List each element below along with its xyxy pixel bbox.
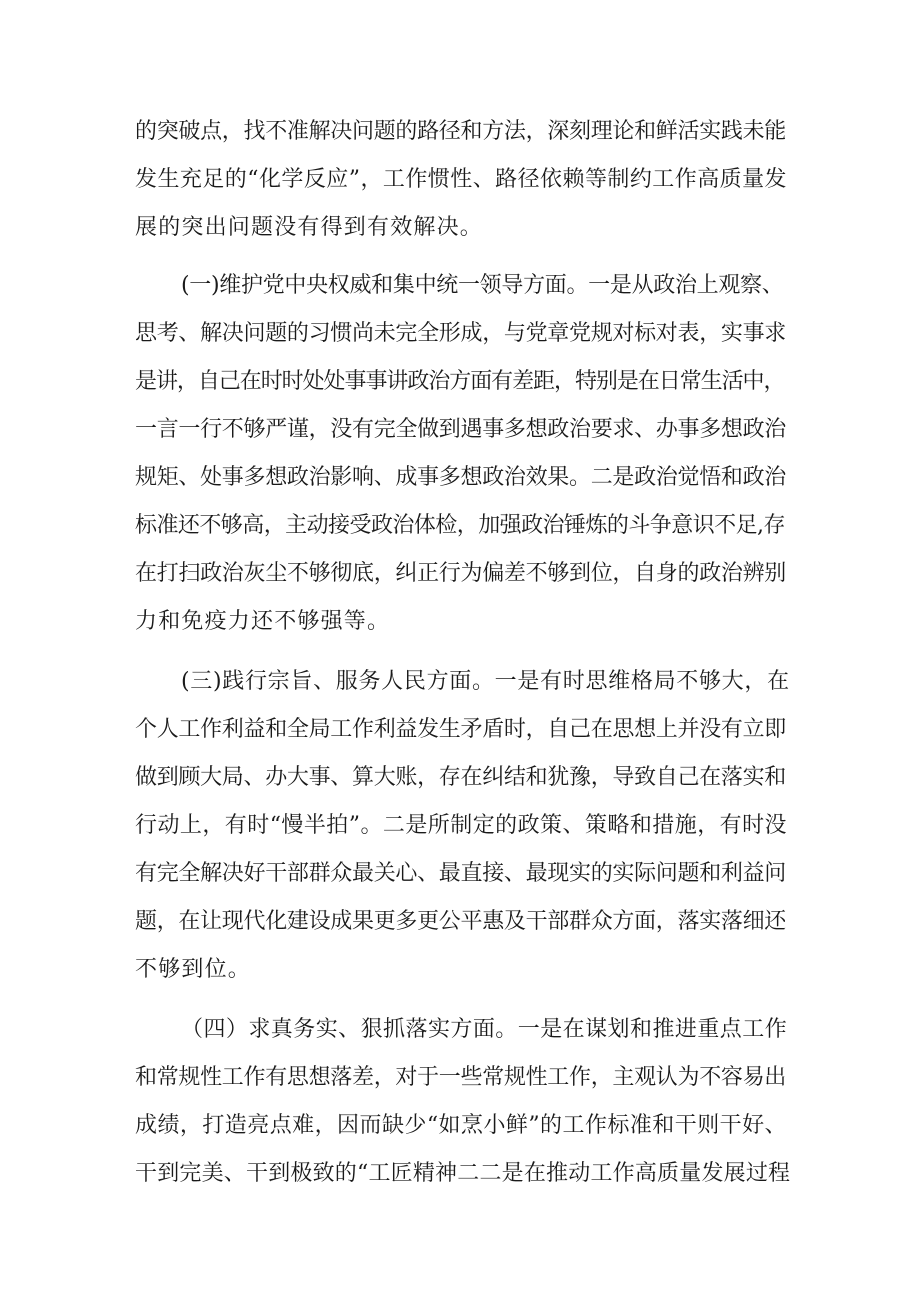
text-line: (三)践行宗旨、服务人民方面。一是有时思维格局不够大，在 [181, 669, 790, 694]
text-line: 和常规性工作有思想落差，对于一些常规性工作，主观认为不容易出 [135, 1065, 787, 1090]
text-line: 成绩，打造亮点难，因而缺少“如烹小鲜”的工作标准和干则干好、 [135, 1113, 787, 1138]
text-line: 个人工作利益和全局工作利益发生矛盾时，自己在思想上并没有立即 [135, 717, 787, 742]
text-line: 展的突出问题没有得到有效解决。 [135, 215, 484, 240]
text-line: 行动上，有时“慢半拍”。二是所制定的政策、策略和措施，有时没 [135, 813, 787, 838]
text-line: 规矩、处事多想政治影响、成事多想政治效果。二是政治觉悟和政治 [135, 465, 787, 490]
text-line: 思考、解决问题的习惯尚未完全形成，与党章党规对标对表，实事求 [135, 321, 787, 346]
text-line: 的突破点，找不准解决问题的路径和方法，深刻理论和鲜活实践未能 [135, 119, 787, 144]
text-line: 不够到位。 [135, 957, 252, 982]
text-line: 力和免疫力还不够强等。 [135, 609, 391, 634]
text-line: 是讲，自己在时时处处事事讲政治方面有差距，特别是在日常生活中， [135, 369, 785, 394]
text-line: （四）求真务实、狠抓落实方面。一是在谋划和推进重点工作 [181, 1017, 788, 1042]
text-line: 有完全解决好干部群众最关心、最直接、最现实的实际问题和利益问 [135, 861, 787, 886]
text-line: (一)维护党中央权威和集中统一领导方面。一是从政治上观察、 [181, 273, 784, 298]
text-line: 标准还不够高，主动接受政治体检，加强政治锤炼的斗争意识不足,存 [135, 513, 785, 538]
text-line: 做到顾大局、办大事、算大账，存在纠结和犹豫，导致自己在落实和 [135, 765, 787, 790]
text-line: 题，在让现代化建设成果更多更公平惠及干部群众方面，落实落细还 [135, 909, 787, 934]
text-line: 干到完美、干到极致的“工匠精神二二是在推动工作高质量发展过程 [135, 1161, 791, 1186]
text-line: 一言一行不够严谨，没有完全做到遇事多想政治要求、办事多想政治 [135, 417, 787, 442]
text-line: 发生充足的“化学反应”，工作惯性、路径依赖等制约工作高质量发 [135, 167, 787, 192]
text-line: 在打扫政治灰尘不够彻底，纠正行为偏差不够到位，自身的政治辨别 [135, 561, 787, 586]
